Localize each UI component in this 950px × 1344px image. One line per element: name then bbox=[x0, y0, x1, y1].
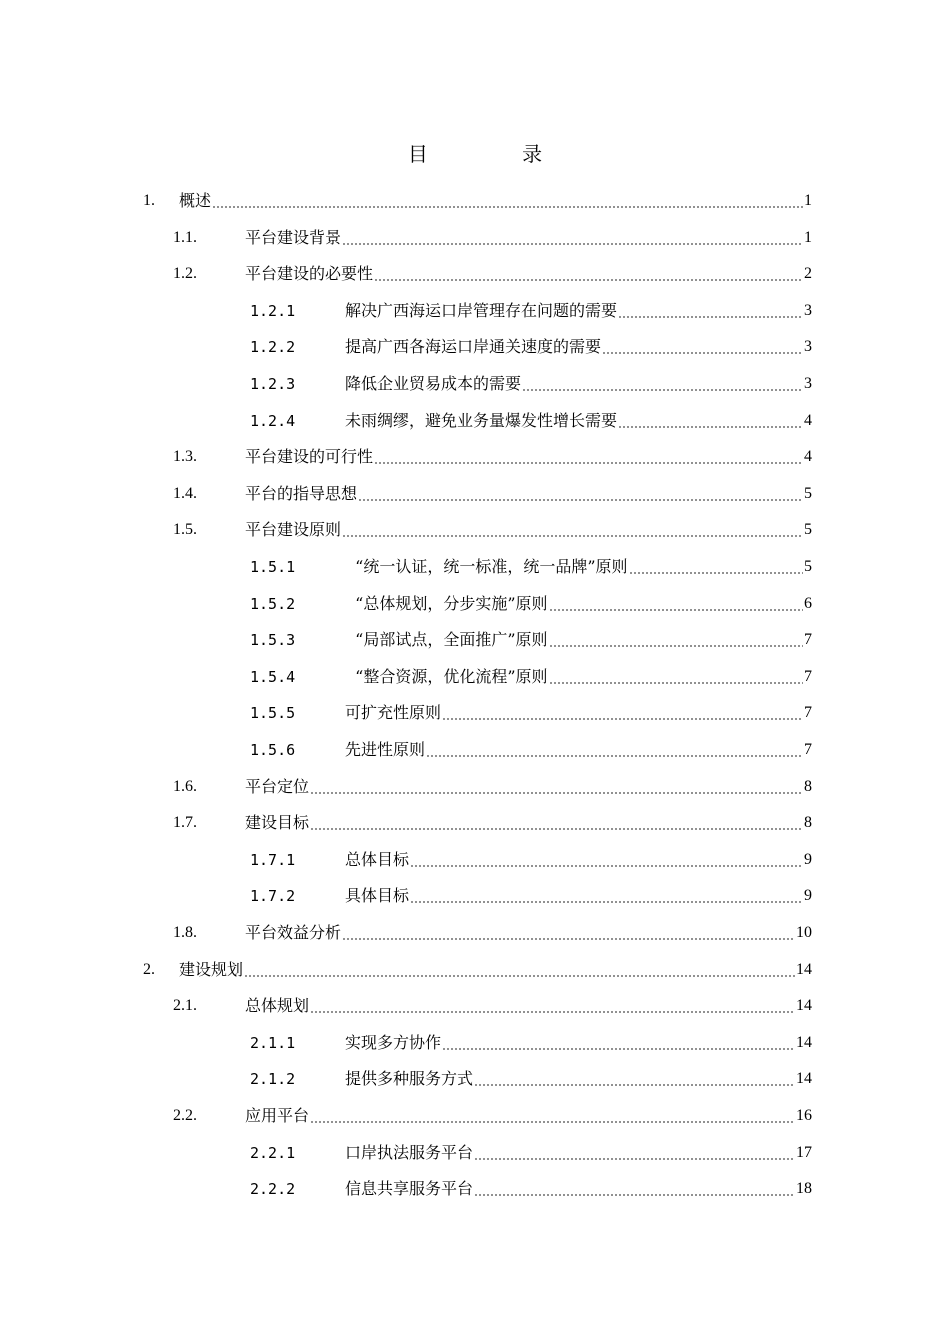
toc-entry-title: 平台定位 bbox=[245, 776, 310, 796]
toc-entry[interactable] bbox=[173, 805, 812, 841]
toc-dot-leader bbox=[549, 594, 803, 614]
toc-entry-page-number: 4 bbox=[804, 448, 812, 466]
toc-entry-page-number: 2 bbox=[804, 265, 812, 283]
toc-entry-title: 信息共享服务平台 bbox=[345, 1179, 474, 1199]
toc-entry-title: 具体目标 bbox=[345, 886, 410, 906]
toc-entry-title: 平台的指导思想 bbox=[245, 483, 358, 503]
toc-entry[interactable] bbox=[250, 695, 812, 731]
toc-entry[interactable] bbox=[143, 952, 812, 988]
toc-entry-number: 1.7. bbox=[173, 814, 197, 832]
toc-entry-number: 1.6. bbox=[173, 777, 197, 795]
toc-entry[interactable] bbox=[250, 659, 812, 695]
toc-title: 目 录 bbox=[407, 142, 587, 166]
toc-entry-title: “总体规划，分步实施”原则 bbox=[345, 593, 548, 613]
toc-entry-number: 1.8. bbox=[173, 924, 197, 941]
toc-dot-leader bbox=[310, 777, 803, 797]
toc-dot-leader bbox=[310, 1106, 795, 1126]
toc-entry-page-number: 1 bbox=[804, 192, 812, 209]
toc-dot-leader bbox=[442, 703, 803, 723]
toc-entry[interactable] bbox=[250, 366, 812, 402]
toc-entry-title: “局部试点，全面推广”原则 bbox=[345, 630, 548, 650]
toc-entry-page-number: 4 bbox=[804, 411, 812, 429]
toc-dot-leader bbox=[410, 850, 803, 870]
toc-dot-leader bbox=[442, 1033, 795, 1053]
toc-dot-leader bbox=[358, 484, 803, 504]
toc-entry-number: 1.3. bbox=[173, 448, 197, 466]
toc-entry[interactable] bbox=[250, 732, 812, 768]
toc-entry-title: 总体规划 bbox=[245, 996, 310, 1016]
toc-entry[interactable] bbox=[173, 988, 812, 1024]
toc-entry-number: 1.5.4 bbox=[250, 667, 296, 686]
toc-entry-title: 口岸执法服务平台 bbox=[345, 1142, 474, 1162]
toc-dot-leader bbox=[426, 740, 803, 760]
toc-entry-number: 2.1. bbox=[173, 997, 197, 1015]
toc-entry-title: 降低企业贸易成本的需要 bbox=[345, 374, 522, 393]
toc-entry-number: 2. bbox=[143, 960, 155, 978]
toc-entry-number: 1.5.5 bbox=[250, 704, 296, 723]
toc-entry-page-number: 17 bbox=[796, 1143, 812, 1161]
toc-entry[interactable] bbox=[173, 476, 812, 512]
toc-dot-leader bbox=[244, 960, 795, 980]
toc-dot-leader bbox=[474, 1143, 795, 1163]
toc-entry-title: 概述 bbox=[179, 191, 212, 210]
toc-entry[interactable] bbox=[250, 1025, 812, 1061]
toc-entry-number: 1.5. bbox=[173, 521, 197, 539]
toc-entry-title: 解决广西海运口岸管理存在问题的需要 bbox=[345, 300, 618, 320]
toc-entry-number: 1.5.6 bbox=[250, 741, 296, 759]
toc-entry-number: 1.5.2 bbox=[250, 594, 296, 613]
toc-entry-number: 2.1.1 bbox=[250, 1033, 296, 1052]
toc-entry-number: 1. bbox=[143, 192, 155, 209]
toc-entry-page-number: 14 bbox=[796, 960, 812, 978]
toc-entry-title: 平台建设背景 bbox=[245, 227, 342, 247]
toc-entry-number: 1.2.3 bbox=[250, 375, 296, 393]
toc-dot-leader bbox=[410, 886, 803, 906]
toc-entry-title: 平台建设的可行性 bbox=[245, 447, 374, 467]
toc-dot-leader bbox=[618, 411, 803, 431]
toc-entry-page-number: 5 bbox=[804, 558, 812, 575]
toc-entry-number: 2.1.2 bbox=[250, 1070, 296, 1089]
toc-dot-leader bbox=[629, 557, 803, 577]
toc-entry-page-number: 3 bbox=[804, 338, 812, 356]
toc-entry-number: 2.2.1 bbox=[250, 1143, 296, 1162]
toc-entry-title: 建设规划 bbox=[179, 959, 244, 979]
toc-dot-leader bbox=[549, 630, 803, 650]
toc-entry-page-number: 14 bbox=[796, 1070, 812, 1088]
toc-entry-number: 1.5.1 bbox=[250, 558, 296, 576]
toc-entry[interactable] bbox=[250, 586, 812, 622]
toc-entry-page-number: 8 bbox=[804, 777, 812, 795]
toc-entry-title: 总体目标 bbox=[345, 849, 410, 869]
toc-entry[interactable] bbox=[173, 220, 812, 256]
toc-entry-title: 建设目标 bbox=[245, 813, 310, 833]
toc-entry-page-number: 1 bbox=[804, 228, 812, 246]
toc-dot-leader bbox=[522, 374, 803, 394]
toc-entry-title: 提供多种服务方式 bbox=[345, 1069, 474, 1089]
toc-entry-page-number: 18 bbox=[796, 1180, 812, 1198]
toc-entry[interactable] bbox=[250, 1061, 812, 1097]
toc-entry-page-number: 3 bbox=[804, 375, 812, 392]
toc-entry[interactable] bbox=[250, 549, 812, 585]
toc-entry-page-number: 8 bbox=[804, 814, 812, 832]
toc-entry-number: 1.5.3 bbox=[250, 631, 296, 650]
toc-entry[interactable] bbox=[173, 1098, 812, 1134]
toc-entry[interactable] bbox=[173, 769, 812, 805]
toc-entry-title: 可扩充性原则 bbox=[345, 703, 442, 723]
toc-entry-page-number: 16 bbox=[796, 1107, 812, 1124]
toc-entry[interactable] bbox=[173, 256, 812, 292]
toc-entry-page-number: 6 bbox=[804, 594, 812, 612]
toc-entry-page-number: 10 bbox=[796, 924, 812, 941]
toc-entry-page-number: 7 bbox=[804, 741, 812, 758]
toc-entry-page-number: 7 bbox=[804, 667, 812, 685]
toc-entry-page-number: 5 bbox=[804, 484, 812, 502]
toc-entry-page-number: 14 bbox=[796, 1033, 812, 1051]
toc-entry-number: 1.4. bbox=[173, 484, 197, 502]
toc-entry[interactable] bbox=[250, 329, 812, 365]
toc-entry-number: 1.2.2 bbox=[250, 338, 296, 357]
toc-entry-number: 2.2.2 bbox=[250, 1180, 296, 1199]
toc-entry-number: 2.2. bbox=[173, 1107, 197, 1124]
toc-entry[interactable] bbox=[250, 1135, 812, 1171]
toc-dot-leader bbox=[342, 228, 803, 248]
toc-entry-title: 平台建设原则 bbox=[245, 520, 342, 540]
toc-dot-leader bbox=[474, 1179, 795, 1199]
toc-entry-title: 实现多方协作 bbox=[345, 1032, 442, 1052]
toc-entry-title: 应用平台 bbox=[245, 1106, 310, 1125]
toc-entry[interactable] bbox=[250, 403, 812, 439]
toc-entry-title: 提高广西各海运口岸通关速度的需要 bbox=[345, 337, 602, 357]
toc-entry[interactable] bbox=[173, 439, 812, 475]
toc-entry-title: “整合资源，优化流程”原则 bbox=[345, 666, 548, 686]
toc-entry-number: 1.7.2 bbox=[250, 887, 296, 906]
toc-dot-leader bbox=[310, 996, 795, 1016]
toc-entry-title: 先进性原则 bbox=[345, 740, 426, 759]
toc-entry[interactable] bbox=[250, 842, 812, 878]
toc-entry[interactable] bbox=[250, 622, 812, 658]
toc-dot-leader bbox=[342, 520, 803, 540]
toc-entry-number: 1.2.1 bbox=[250, 301, 296, 320]
toc-dot-leader bbox=[549, 667, 803, 687]
toc-dot-leader bbox=[374, 447, 803, 467]
toc-entry-title: 平台建设的必要性 bbox=[245, 264, 374, 284]
toc-entry-title: 未雨绸缪，避免业务量爆发性增长需要 bbox=[345, 410, 618, 430]
toc-entry-title: 平台效益分析 bbox=[245, 923, 342, 942]
toc-entry[interactable] bbox=[143, 183, 812, 219]
toc-dot-leader bbox=[474, 1069, 795, 1089]
toc-entry-page-number: 9 bbox=[804, 887, 812, 905]
toc-dot-leader bbox=[342, 923, 795, 943]
toc-entry[interactable] bbox=[173, 512, 812, 548]
toc-entry[interactable] bbox=[173, 915, 812, 951]
toc-entry-title: “统一认证，统一标准，统一品牌”原则 bbox=[345, 557, 628, 576]
toc-entry-page-number: 7 bbox=[804, 704, 812, 722]
toc-entry[interactable] bbox=[250, 878, 812, 914]
toc-entry-page-number: 7 bbox=[804, 631, 812, 649]
toc-dot-leader bbox=[374, 264, 803, 284]
toc-entry-page-number: 14 bbox=[796, 997, 812, 1015]
toc-entry[interactable] bbox=[250, 1171, 812, 1207]
toc-entry-number: 1.7.1 bbox=[250, 850, 296, 869]
toc-entry-number: 1.2.4 bbox=[250, 411, 296, 430]
toc-entry-number: 1.1. bbox=[173, 228, 197, 246]
toc-dot-leader bbox=[212, 191, 803, 211]
toc-dot-leader bbox=[602, 337, 803, 357]
toc-entry-page-number: 5 bbox=[804, 521, 812, 539]
toc-dot-leader bbox=[310, 813, 803, 833]
toc-entry-page-number: 3 bbox=[804, 301, 812, 319]
toc-dot-leader bbox=[618, 301, 803, 321]
toc-entry[interactable] bbox=[250, 293, 812, 329]
toc-entry-number: 1.2. bbox=[173, 265, 197, 283]
toc-entry-page-number: 9 bbox=[804, 850, 812, 868]
